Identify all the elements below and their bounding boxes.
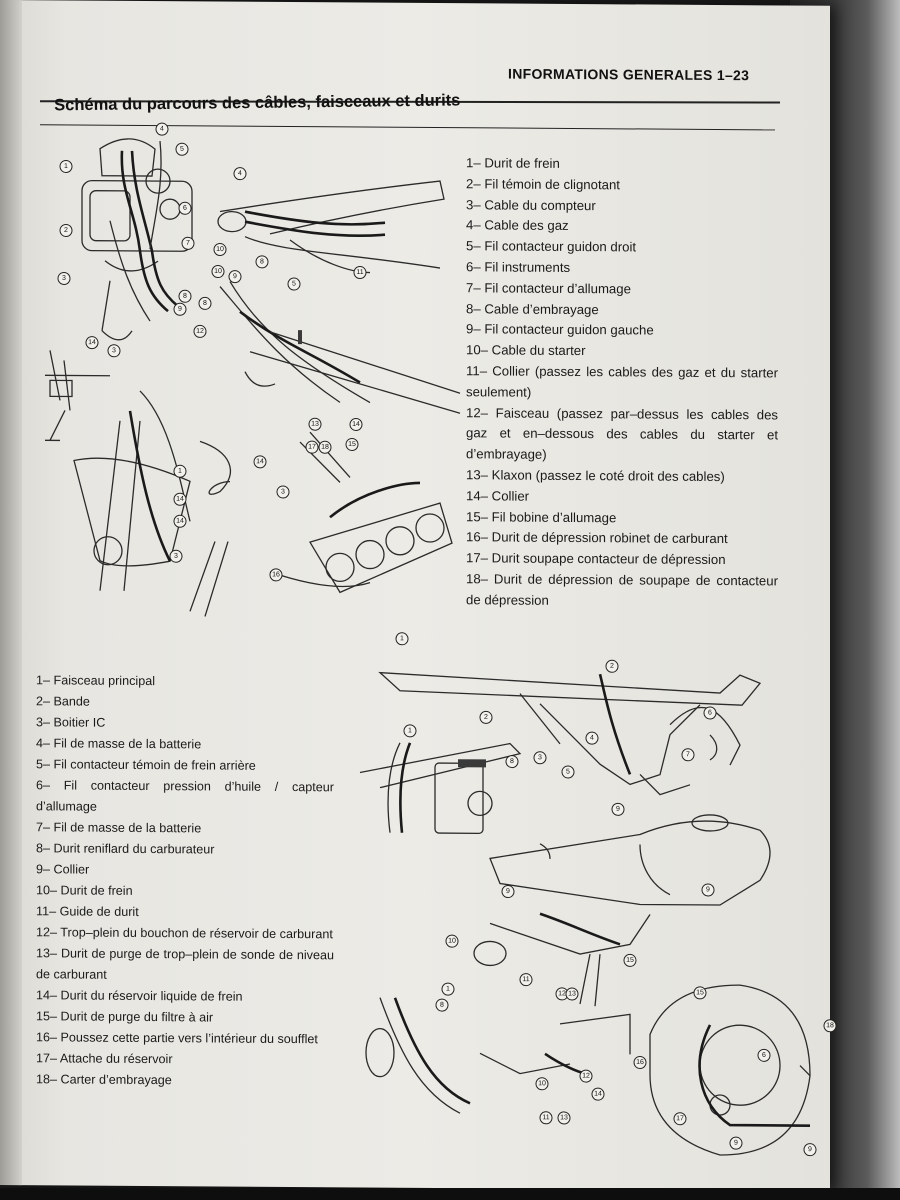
svg-text:11: 11 (356, 268, 364, 277)
frame-left-detail-drawing (360, 743, 520, 834)
page-title: Schéma du parcours des câbles, faisceaux et durits (54, 91, 461, 115)
frame-callouts (396, 633, 836, 1156)
legend-bottom-item: 16– Poussez cette partie vers l’intérieur du soufflet (36, 1030, 318, 1047)
svg-text:9: 9 (808, 1146, 812, 1154)
svg-text:1: 1 (178, 467, 182, 475)
svg-text:18: 18 (826, 1022, 834, 1030)
svg-text:2: 2 (484, 713, 488, 721)
legend-bottom-item: 14– Durit du réservoir liquide de frein (36, 988, 243, 1004)
svg-text:15: 15 (626, 956, 634, 964)
svg-text:14: 14 (176, 517, 184, 525)
svg-text:10: 10 (538, 1080, 546, 1088)
svg-text:9: 9 (616, 805, 620, 813)
legend-bottom-item: 2– Bande (36, 694, 90, 709)
page-gutter (0, 0, 22, 1185)
legend-top-item: 10– Cable du starter (466, 342, 586, 359)
front-fork-drawing (45, 350, 230, 616)
legend-top-item: 15– Fil bobine d’allumage (466, 508, 617, 525)
legend-top-list (466, 153, 778, 613)
legend-bottom-item: 6– Fil contacteur pression d’huile / capteur d’allumage (36, 778, 334, 814)
legend-top-item: 16– Durit de dépression robinet de carburant (466, 529, 728, 547)
legend-top-item: 14– Collier (466, 488, 530, 504)
legend-top-item: 5– Fil contacteur guidon droit (466, 238, 637, 255)
legend-bottom-item: 18– Carter d’embrayage (36, 1072, 172, 1088)
svg-text:13: 13 (311, 420, 319, 428)
svg-text:3: 3 (538, 754, 542, 762)
handlebar-wiring-diagram (40, 120, 460, 623)
svg-text:8: 8 (510, 758, 514, 766)
legend-top-item: 18– Durit de dépression de soupape de contacteur de dépression (466, 571, 778, 608)
svg-text:16: 16 (272, 571, 280, 579)
legend-bottom-item: 12– Trop–plein du bouchon de réservoir de carburant (36, 925, 333, 942)
svg-text:14: 14 (352, 420, 360, 429)
svg-text:6: 6 (708, 709, 712, 717)
legend-bottom-item: 1– Faisceau principal (36, 673, 156, 689)
svg-text:7: 7 (186, 239, 190, 247)
legend-bottom-item: 11– Guide de durit (36, 904, 139, 919)
legend-top-item: 7– Fil contacteur d’allumage (466, 280, 631, 297)
cable-run-drawing (220, 282, 460, 414)
svg-text:1: 1 (408, 727, 412, 735)
svg-text:14: 14 (256, 458, 264, 466)
legend-bottom-item: 7– Fil de masse de la batterie (36, 820, 202, 836)
svg-text:14: 14 (88, 339, 96, 347)
svg-text:11: 11 (542, 1114, 550, 1122)
svg-text:9: 9 (506, 888, 510, 896)
svg-text:9: 9 (706, 886, 710, 894)
svg-text:11: 11 (522, 976, 530, 984)
svg-text:8: 8 (440, 1001, 444, 1009)
svg-text:9: 9 (734, 1139, 738, 1147)
legend-top-item: 9– Fil contacteur guidon gauche (466, 321, 654, 338)
carburetor-bank-drawing (270, 432, 452, 593)
svg-text:1: 1 (64, 162, 68, 170)
legend-bottom-item: 8– Durit reniflard du carburateur (36, 841, 215, 857)
svg-text:15: 15 (696, 989, 704, 997)
legend-top-item: 8– Cable d’embrayage (466, 300, 599, 317)
airbox-left-drawing (366, 998, 630, 1115)
svg-text:5: 5 (180, 145, 184, 153)
svg-text:4: 4 (238, 170, 242, 178)
svg-text:4: 4 (590, 734, 594, 742)
svg-text:12: 12 (196, 327, 204, 335)
bottom-edge (0, 1188, 900, 1200)
svg-text:5: 5 (566, 768, 570, 776)
svg-text:9: 9 (233, 273, 237, 281)
svg-text:18: 18 (321, 443, 329, 451)
svg-text:15: 15 (348, 440, 356, 448)
svg-text:13: 13 (560, 1114, 568, 1122)
svg-text:17: 17 (676, 1115, 684, 1123)
frame-wiring-diagram (340, 632, 834, 1185)
svg-text:7: 7 (686, 751, 690, 759)
svg-text:14: 14 (176, 495, 184, 503)
svg-text:12: 12 (558, 990, 566, 998)
clutch-cover-drawing (650, 985, 810, 1156)
svg-text:2: 2 (610, 662, 614, 670)
legend-top-item: 6– Fil instruments (466, 259, 571, 275)
svg-text:4: 4 (160, 125, 164, 133)
legend-bottom-item: 10– Durit de frein (36, 883, 133, 898)
svg-text:8: 8 (260, 258, 264, 266)
svg-text:8: 8 (183, 292, 187, 300)
legend-bottom-item: 13– Durit de purge de trop–plein de sonde de niveau de carburant (36, 946, 334, 982)
legend-bottom-item: 3– Boitier IC (36, 715, 106, 730)
legend-top-item: 3– Cable du compteur (466, 196, 596, 213)
legend-bottom-item: 15– Durit de purge du filtre à air (36, 1009, 214, 1025)
svg-text:13: 13 (568, 990, 576, 998)
svg-text:3: 3 (281, 488, 285, 496)
svg-text:10: 10 (216, 246, 224, 254)
svg-text:6: 6 (762, 1051, 766, 1059)
legend-top-item: 1– Durit de frein (466, 155, 560, 171)
legend-top-item: 2– Fil témoin de clignotant (466, 176, 620, 193)
svg-text:1: 1 (446, 985, 450, 993)
svg-text:5: 5 (292, 280, 296, 288)
svg-text:17: 17 (308, 443, 316, 451)
svg-text:12: 12 (582, 1072, 590, 1080)
section-header: INFORMATIONS GENERALES 1–23 (508, 65, 750, 84)
legend-top-item: 12– Faisceau (passez par–dessus les cables des gaz et en–dessous des cables du starter et d’embrayage) (466, 404, 778, 462)
svg-text:16: 16 (636, 1058, 644, 1066)
legend-top-item: 17– Durit soupape contacteur de dépression (466, 550, 726, 568)
legend-bottom-list (36, 670, 334, 1092)
fuel-tank-drawing (474, 813, 770, 1007)
svg-text:6: 6 (183, 204, 187, 212)
legend-top-item: 4– Cable des gaz (466, 217, 569, 234)
svg-text:3: 3 (62, 274, 66, 282)
svg-text:8: 8 (203, 299, 207, 307)
legend-bottom-item: 4– Fil de masse de la batterie (36, 736, 202, 752)
svg-text:9: 9 (178, 305, 182, 313)
svg-text:10: 10 (214, 267, 222, 276)
svg-text:3: 3 (112, 347, 116, 355)
svg-text:2: 2 (64, 226, 68, 234)
svg-text:3: 3 (174, 552, 178, 560)
legend-bottom-item: 17– Attache du réservoir (36, 1051, 173, 1067)
svg-text:10: 10 (448, 937, 456, 945)
legend-top-item: 13– Klaxon (passez le coté droit des cables) (466, 467, 725, 485)
legend-top-item: 11– Collier (passez les cables des gaz et du starter seulement) (466, 363, 778, 400)
svg-text:1: 1 (400, 635, 404, 643)
legend-bottom-item: 5– Fil contacteur témoin de frein arrière (36, 757, 256, 773)
legend-bottom-item: 9– Collier (36, 862, 90, 877)
svg-text:14: 14 (594, 1090, 602, 1098)
